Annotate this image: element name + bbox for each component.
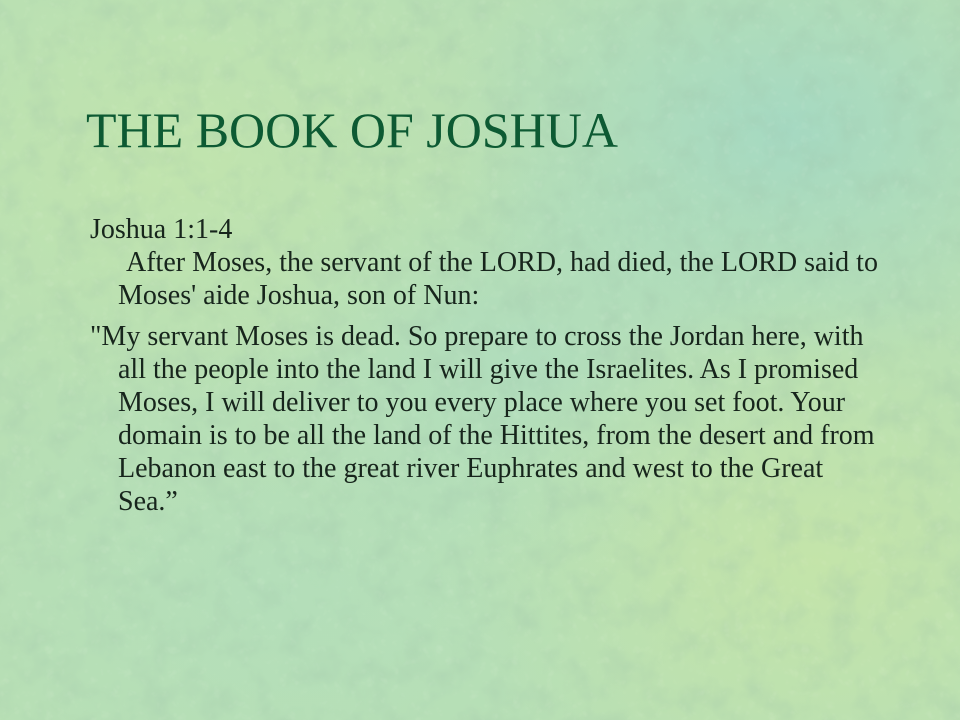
scripture-reference: Joshua 1:1-4 xyxy=(90,214,233,245)
intro-text: After Moses, the servant of the LORD, had died, the LORD said to Moses' aide Joshua, son of Nun: xyxy=(118,247,878,311)
passage-intro xyxy=(90,213,890,312)
slide-title: THE BOOK OF JOSHUA xyxy=(86,102,618,158)
slide-body xyxy=(90,213,890,518)
scripture-quote: "My servant Moses is dead. So prepare to cross the Jordan here, with all the people into the land I will give the Israelites. As I promised Moses, I will deliver to you every place where you set foot. Your domain is to be all the land of the Hittites, from the desert and from Lebanon east to the great river Euphrates and west to the Great Sea.” xyxy=(90,321,875,517)
